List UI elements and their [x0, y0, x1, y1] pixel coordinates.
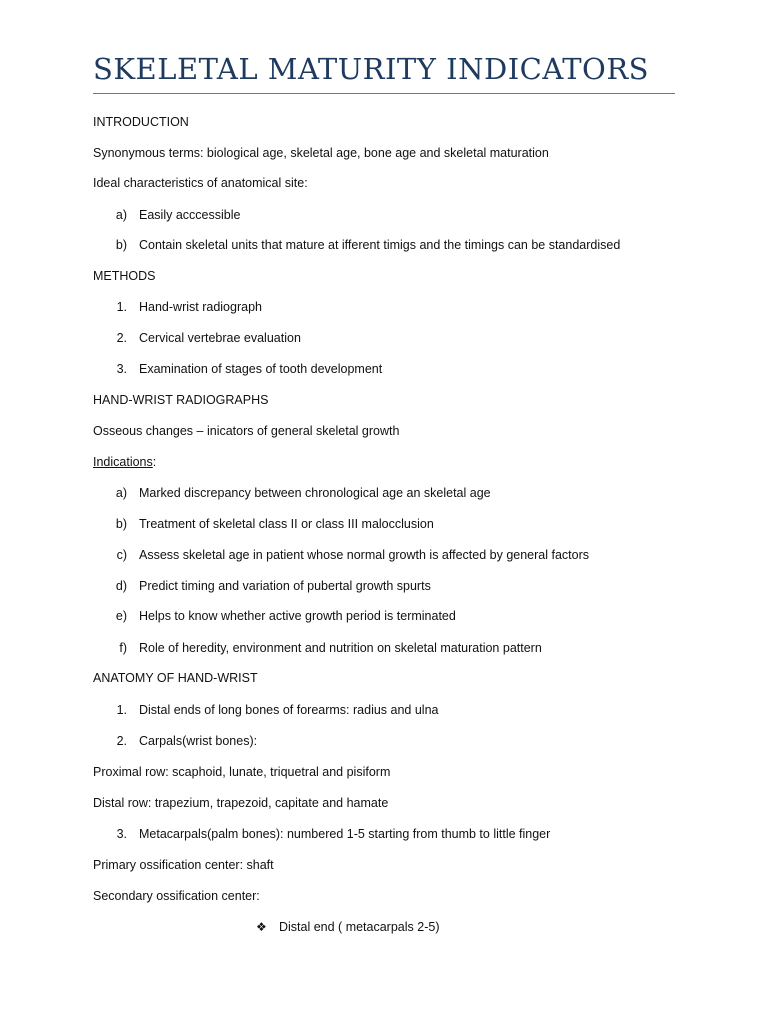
- list-item-text: Marked discrepancy between chronological age an skeletal age: [139, 486, 491, 500]
- list-item-text: Treatment of skeletal class II or class III malocclusion: [139, 517, 434, 531]
- list-item-text: Easily acccessible: [139, 208, 241, 222]
- synonyms-text: Synonymous terms: biological age, skeletal age, bone age and skeletal maturation: [93, 146, 549, 160]
- section-heading-anatomy: ANATOMY OF HAND-WRIST: [93, 671, 258, 685]
- list-marker: 3.: [116, 362, 127, 376]
- list-marker: a): [115, 486, 127, 500]
- primary-ossification-text: Primary ossification center: shaft: [93, 858, 274, 872]
- list-marker: b): [115, 517, 127, 531]
- list-marker: c): [116, 548, 127, 562]
- list-item-text: Carpals(wrist bones):: [139, 734, 258, 748]
- list-item-text: Examination of stages of tooth development: [139, 362, 383, 376]
- indications-heading: [93, 454, 156, 470]
- list-marker: 2.: [116, 734, 127, 748]
- secondary-ossification-text: Secondary ossification center:: [93, 889, 260, 903]
- distal-row-text: Distal row: trapezium, trapezoid, capitate and hamate: [93, 796, 389, 810]
- page-title: SKELETAL MATURITY INDICATORS: [93, 52, 650, 86]
- list-item-text: Predict timing and variation of pubertal growth spurts: [139, 579, 431, 593]
- section-heading-hand-wrist: HAND-WRIST RADIOGRAPHS: [93, 393, 269, 407]
- indications-colon: :: [152, 455, 157, 469]
- list-item-text: Cervical vertebrae evaluation: [139, 331, 301, 345]
- section-heading-methods: METHODS: [93, 269, 156, 283]
- list-marker: 3.: [116, 827, 127, 841]
- proximal-row-text: Proximal row: scaphoid, lunate, triquetral and pisiform: [93, 765, 391, 779]
- osseous-changes-text: Osseous changes – inicators of general skeletal growth: [93, 424, 400, 438]
- list-item-text: Assess skeletal age in patient whose normal growth is affected by general factors: [139, 548, 590, 562]
- title-underline: [93, 93, 675, 94]
- list-item-text: Distal end ( metacarpals 2-5): [279, 920, 440, 934]
- list-item-text: Hand-wrist radiograph: [139, 300, 262, 314]
- list-item-text: Helps to know whether active growth period is terminated: [139, 609, 456, 623]
- list-marker: 2.: [116, 331, 127, 345]
- list-item-text: Metacarpals(palm bones): numbered 1-5 starting from thumb to little finger: [139, 827, 551, 841]
- section-heading-introduction: INTRODUCTION: [93, 115, 189, 129]
- list-marker: d): [115, 579, 127, 593]
- list-marker: b): [115, 238, 127, 252]
- diamond-bullet-icon: ❖: [256, 920, 267, 934]
- indications-label: Indications: [93, 455, 153, 469]
- list-marker: f): [119, 641, 127, 655]
- list-item-text: Role of heredity, environment and nutrition on skeletal maturation pattern: [139, 641, 542, 655]
- list-item-text: Contain skeletal units that mature at ifferent timigs and the timings can be standardised: [139, 238, 621, 252]
- list-marker: 1.: [116, 703, 127, 717]
- ideal-characteristics-heading: Ideal characteristics of anatomical site:: [93, 176, 308, 190]
- list-marker: 1.: [116, 300, 127, 314]
- list-marker: a): [115, 208, 127, 222]
- list-item-text: Distal ends of long bones of forearms: radius and ulna: [139, 703, 439, 717]
- list-marker: e): [115, 609, 127, 623]
